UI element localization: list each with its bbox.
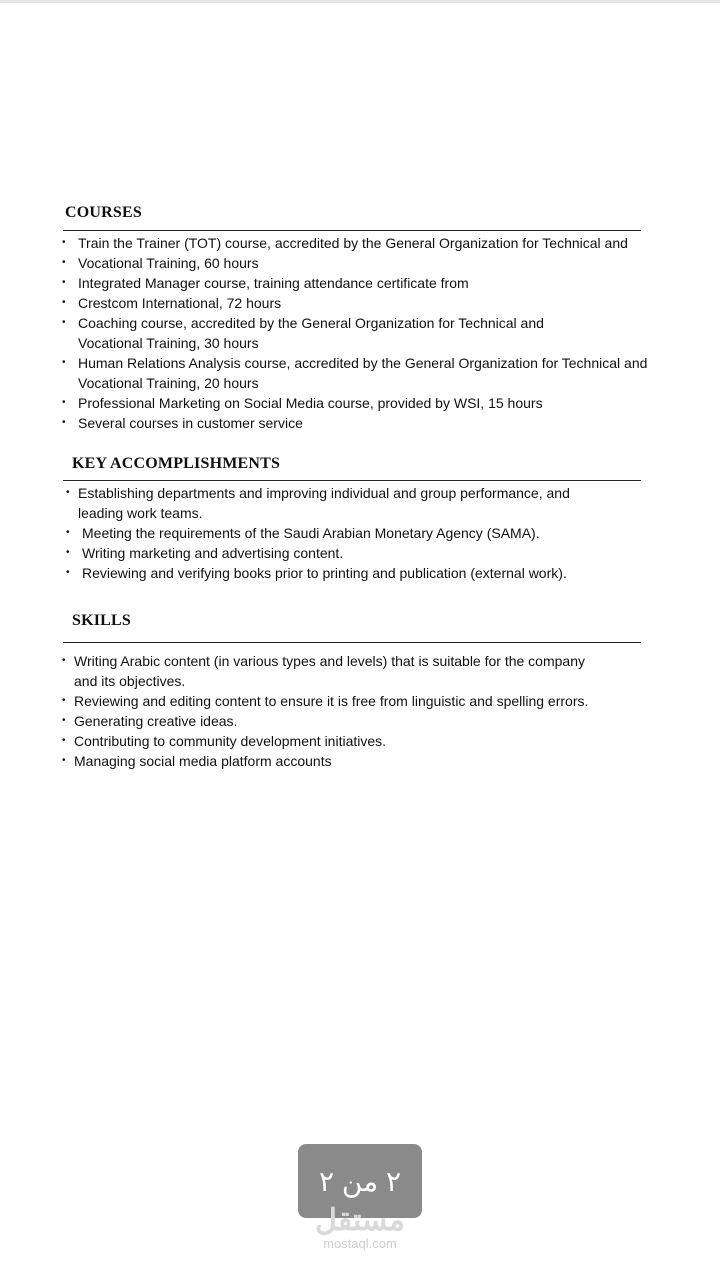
bullet-icon: • (62, 417, 66, 428)
bullet-icon: • (62, 277, 66, 288)
section-rule (63, 642, 641, 643)
bullet-icon: • (66, 527, 70, 538)
list-item-text: Vocational Training, 60 hours (78, 255, 259, 271)
bullet-icon: • (62, 317, 66, 328)
list-item-text: Reviewing and editing content to ensure it is free from linguistic and spelling errors. (74, 693, 589, 709)
page-indicator: ٢ من ٢ (298, 1144, 422, 1218)
bullet-icon: • (62, 257, 66, 268)
list-item-text: Reviewing and verifying books prior to printing and publication (external work). (82, 565, 567, 581)
list-item-text: Managing social media platform accounts (74, 753, 332, 769)
list-item-text: Integrated Manager course, training attendance certificate from (78, 275, 469, 291)
bullet-icon: • (62, 735, 66, 746)
watermark-domain: mostaql.com (323, 1236, 397, 1251)
list-item-text: Professional Marketing on Social Media course, provided by WSI, 15 hours (78, 395, 543, 411)
section-heading: KEY ACCOMPLISHMENTS (72, 455, 281, 472)
list-item-text: Generating creative ideas. (74, 713, 238, 729)
bullet-icon: • (62, 397, 66, 408)
list-item-text: Vocational Training, 20 hours (78, 375, 259, 391)
bullet-icon: • (66, 547, 70, 558)
bullet-icon: • (62, 655, 66, 666)
bullet-icon: • (62, 715, 66, 726)
list-item-text: Vocational Training, 30 hours (78, 335, 259, 351)
bullet-icon: • (62, 695, 66, 706)
bullet-icon: • (62, 755, 66, 766)
top-divider (0, 0, 720, 3)
bullet-icon: • (66, 487, 70, 498)
list-item-text: Crestcom International, 72 hours (78, 295, 282, 311)
section-rule (63, 480, 641, 481)
list-item-text: Train the Trainer (TOT) course, accredited by the General Organization for Technical and (78, 235, 628, 251)
list-item-text: Meeting the requirements of the Saudi Arabian Monetary Agency (SAMA). (82, 525, 540, 541)
list-item-text: Contributing to community development initiatives. (74, 733, 387, 749)
section-rule (63, 230, 641, 231)
bullet-icon: • (66, 567, 70, 578)
list-item-text: and its objectives. (74, 673, 186, 689)
list-item-text: leading work teams. (78, 505, 203, 521)
list-item-text: Coaching course, accredited by the General Organization for Technical and (78, 315, 544, 331)
bullet-icon: • (62, 297, 66, 308)
section-heading: COURSES (65, 204, 142, 221)
list-item-text: Several courses in customer service (78, 415, 303, 431)
list-item-text: Writing Arabic content (in various types and levels) that is suitable for the company (74, 653, 585, 669)
section-heading: SKILLS (72, 612, 132, 629)
watermark-arabic: مستقل (315, 1204, 405, 1237)
watermark-logo (300, 1205, 420, 1251)
bullet-icon: • (62, 237, 66, 248)
list-item-text: Writing marketing and advertising content. (82, 545, 344, 561)
bullet-icon: • (62, 357, 66, 368)
list-item-text: Human Relations Analysis course, accredited by the General Organization for Technical and (78, 355, 648, 371)
list-item-text: Establishing departments and improving individual and group performance, and (78, 485, 570, 501)
